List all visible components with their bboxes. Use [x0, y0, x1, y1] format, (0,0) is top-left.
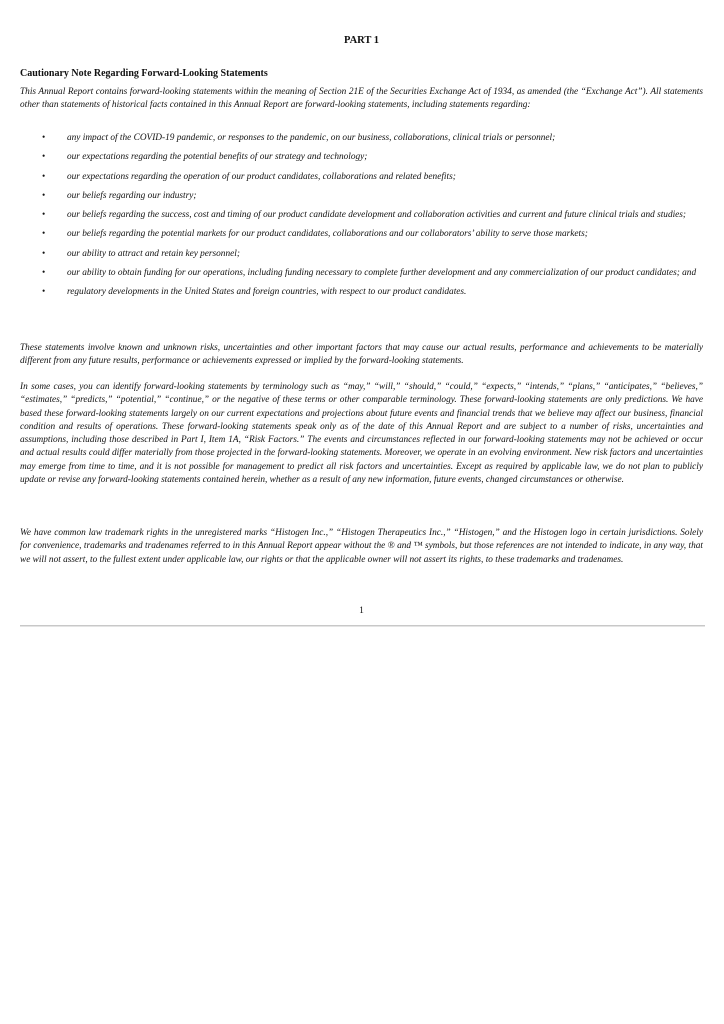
- list-item: [20, 228, 703, 241]
- trademark-paragraph: We have common law trademark rights in the unregistered marks “Histogen Inc.,” “Histogen Therapeutics Inc.,” “Histogen,” and the Histogen logo in certain jurisdictions. Solely for convenience, trademarks and tradenames referred to in this Annual Report appear without the ® and ™ symbols, but those references are not intended to indicate, in any way, that we will not assert, to the fullest extent under applicable law, our rights or that the applicable owner will not assert its rights, to these trademarks and tradenames.: [20, 528, 703, 565]
- list-item-text: our expectations regarding the potential benefits of our strategy and technology;: [67, 152, 368, 163]
- list-item-text: our ability to attract and retain key personnel;: [67, 248, 240, 259]
- bullet-icon: •: [42, 229, 46, 240]
- list-item: [20, 209, 703, 222]
- list-item: [20, 151, 703, 164]
- bullet-icon: •: [42, 133, 46, 143]
- list-item: [20, 248, 703, 261]
- bullet-icon: •: [42, 268, 46, 279]
- intro-paragraph-block: [20, 86, 703, 113]
- list-item-text: our beliefs regarding our industry;: [67, 190, 197, 201]
- bullet-icon: •: [42, 190, 46, 201]
- intro-paragraph: This Annual Report contains forward-looking statements within the meaning of Section 21E of the Securities Exchange Act of 1934, as amended (the “Exchange Act”). All statements other than statements of historical facts contained in this Annual Report are forward-looking statements, including statements regarding:: [20, 87, 703, 111]
- list-item: [20, 190, 703, 203]
- page-divider: [20, 625, 705, 627]
- list-item: [20, 267, 703, 280]
- page-number: 1: [359, 606, 364, 616]
- terminology-paragraph-block: [20, 381, 703, 487]
- list-item-text: any impact of the COVID-19 pandemic, or responses to the pandemic, on our business, collaborations, clinical trials or personnel;: [67, 133, 556, 143]
- forward-looking-list: [20, 132, 703, 306]
- bullet-icon: •: [42, 287, 46, 298]
- bullet-icon: •: [42, 248, 46, 259]
- part-heading: PART 1: [343, 35, 380, 46]
- list-item-text: our beliefs regarding the success, cost and timing of our product candidate development and collaboration activities and current and future clinical trials and studies;: [67, 210, 687, 221]
- section-heading: Cautionary Note Regarding Forward-Looking Statements: [20, 68, 268, 79]
- list-item-text: our ability to obtain funding for our operations, including funding necessary to complete further development and any commercialization of our product candidates; and: [67, 268, 697, 279]
- terminology-paragraph: In some cases, you can identify forward-looking statements by terminology such as “may,” “will,” “should,” “could,” “expects,” “intends,” “plans,” “anticipates,” “believes,” “estimates,” “predicts,” “potential,” “continue,” or the negative of these terms or other comparable terminology. These forward-looking statements are only predictions. We have based these forward-looking statements largely on our current expectations and projections about future events and financial trends that we believe may affect our business, financial condition and results of operations. These forward-looking statements speak only as of the date of this Annual Report and are subject to a number of risks, uncertainties and assumptions, including those described in Part I, Item 1A, “Risk Factors.” The events and circumstances reflected in our forward-looking statements may not be achieved or occur and actual results could differ materially from those projected in the forward-looking statements. Moreover, we operate in an evolving environment. New risk factors and uncertainties may emerge from time to time, and it is not possible for management to predict all risk factors and uncertainties. Except as required by applicable law, we do not plan to publicly update or revise any forward-looking statements contained herein, whether as a result of any new information, future events, changed circumstances or otherwise.: [20, 382, 703, 486]
- list-item-text: our expectations regarding the operation of our product candidates, collaborations and related benefits;: [67, 171, 456, 182]
- list-item: [20, 286, 703, 299]
- risk-paragraph: These statements involve known and unknown risks, uncertainties and other important factors that may cause our actual results, performance and achievements to be materially different from any future results, performance or achievements expressed or implied by the forward-looking statements.: [20, 343, 703, 367]
- trademark-paragraph-block: [20, 527, 703, 567]
- bullet-icon: •: [42, 171, 46, 182]
- list-item: [20, 132, 703, 145]
- risk-paragraph-block: [20, 342, 703, 369]
- bullet-icon: •: [42, 152, 46, 163]
- list-item-text: our beliefs regarding the potential markets for our product candidates, collaborations and our collaborators’ ability to serve those markets;: [67, 229, 588, 240]
- bullet-icon: •: [42, 210, 46, 221]
- list-item: [20, 171, 703, 184]
- list-item-text: regulatory developments in the United States and foreign countries, with respect to our product candidates.: [67, 287, 467, 298]
